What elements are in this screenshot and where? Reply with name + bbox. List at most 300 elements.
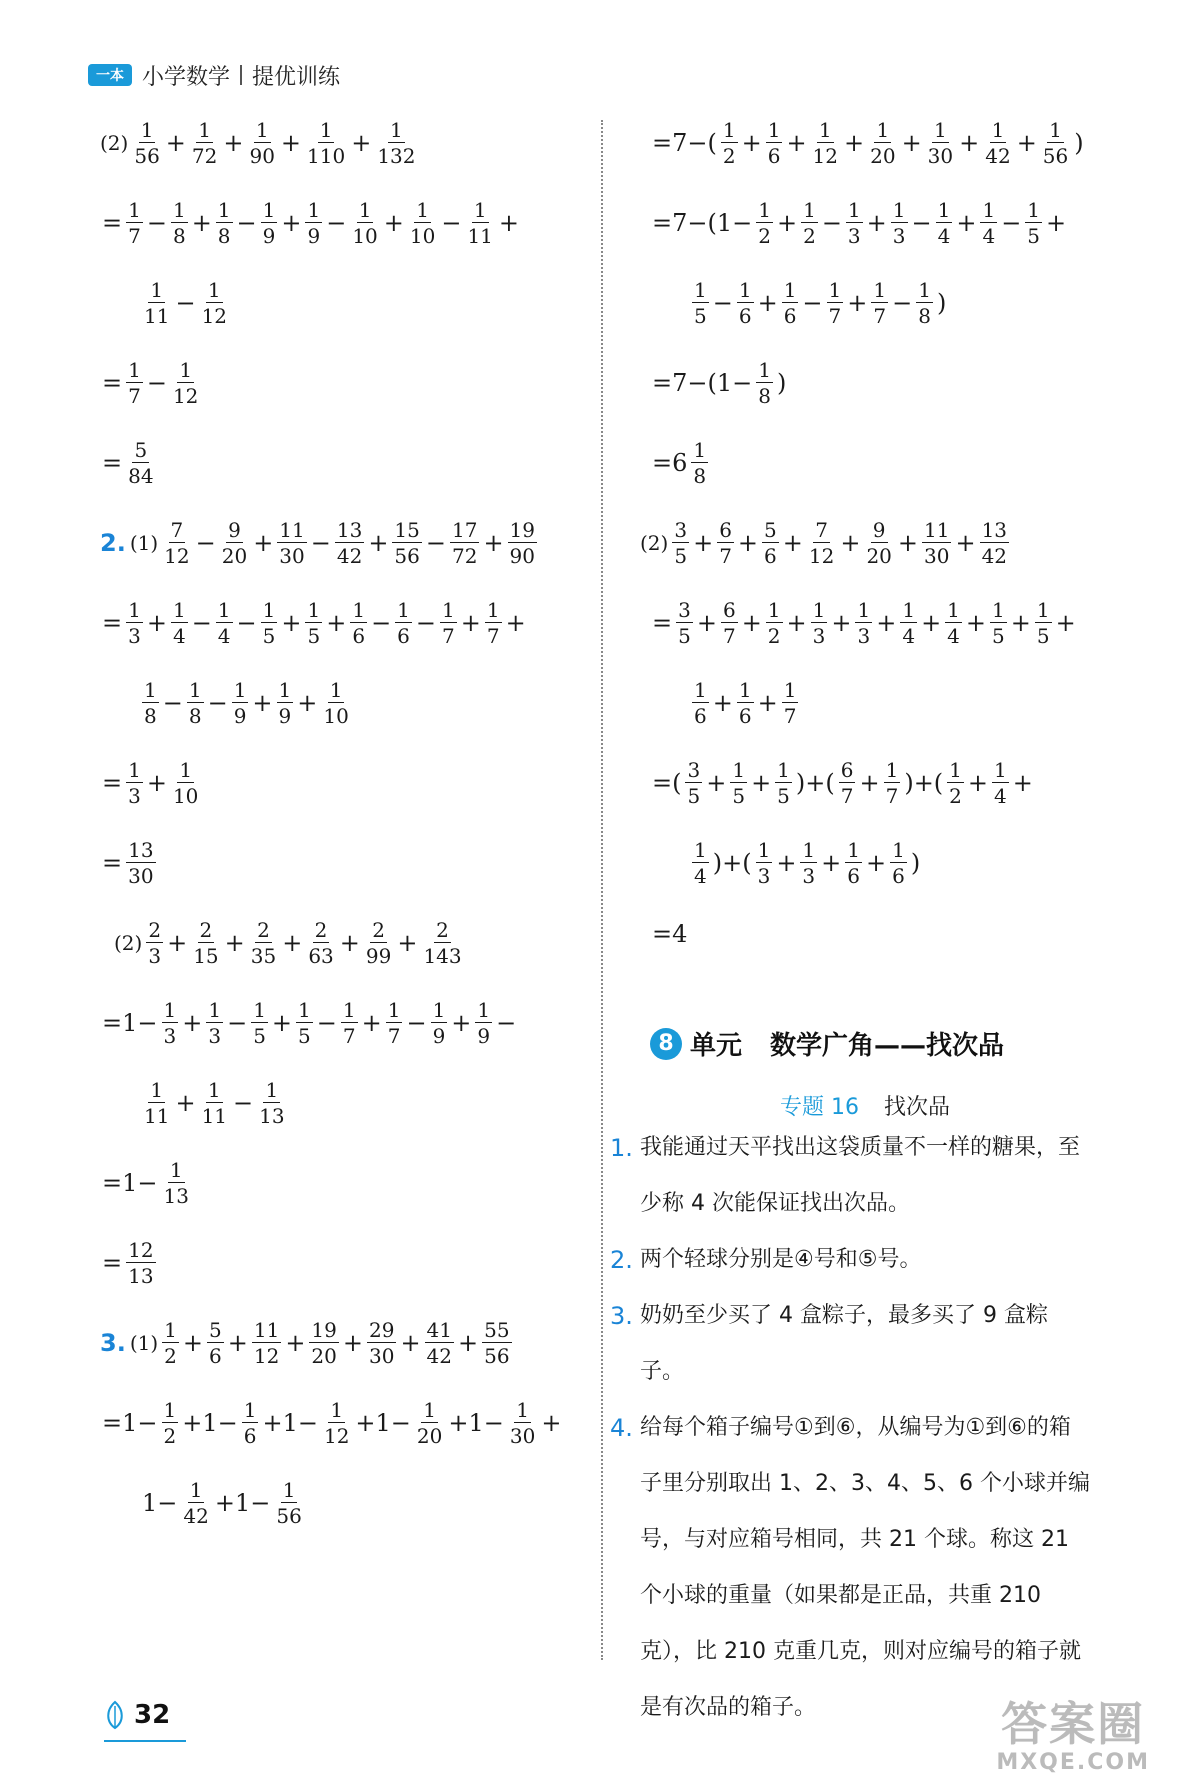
denominator: 8 bbox=[758, 384, 771, 408]
fraction bbox=[364, 920, 393, 966]
operator: + bbox=[696, 609, 717, 637]
denominator: 11 bbox=[144, 1104, 170, 1128]
denominator: 8 bbox=[172, 224, 186, 248]
operator: + bbox=[741, 609, 762, 637]
answer-list bbox=[610, 1120, 1120, 1736]
numerator: 1 bbox=[278, 678, 292, 702]
fraction bbox=[261, 600, 278, 646]
numerator: 1 bbox=[828, 278, 842, 302]
numerator: 1 bbox=[982, 198, 996, 222]
denominator: 7 bbox=[840, 784, 854, 808]
operator: − bbox=[310, 529, 331, 557]
fraction bbox=[126, 440, 155, 486]
numerator: 1 bbox=[298, 998, 311, 1022]
operator: + bbox=[897, 529, 918, 557]
denominator: 84 bbox=[128, 464, 154, 488]
denominator: 3 bbox=[163, 1024, 177, 1048]
fraction bbox=[392, 520, 421, 566]
operator: + bbox=[351, 129, 372, 157]
denominator: 5 bbox=[687, 784, 701, 808]
operator: + bbox=[737, 529, 759, 557]
numerator: 1 bbox=[163, 1398, 177, 1422]
sub-question-label: (1) bbox=[129, 1331, 159, 1355]
fraction bbox=[980, 520, 1009, 566]
denominator: 11 bbox=[201, 1104, 228, 1128]
numerator: 1 bbox=[179, 758, 193, 782]
numerator: 9 bbox=[228, 518, 241, 542]
denominator: 56 bbox=[484, 1344, 510, 1368]
numerator: 3 bbox=[678, 598, 691, 622]
operator: + bbox=[361, 1009, 382, 1037]
topic-title: 找次品 bbox=[884, 1095, 951, 1120]
numerator: 1 bbox=[473, 198, 487, 222]
denominator: 9 bbox=[477, 1024, 491, 1048]
fraction bbox=[200, 1080, 229, 1126]
operator: =6 bbox=[652, 449, 688, 477]
equation-line bbox=[650, 760, 1035, 806]
topic-heading bbox=[780, 1090, 950, 1121]
operator: + bbox=[844, 129, 865, 157]
fraction bbox=[508, 1400, 537, 1446]
numerator: 2 bbox=[148, 918, 162, 942]
numerator: 17 bbox=[451, 518, 478, 542]
denominator: 8 bbox=[144, 704, 157, 728]
answer-text: 我能通过天平找出这袋质量不一样的糖果，至少称 4 次能保证找出次品。 bbox=[640, 1135, 1081, 1216]
fraction bbox=[868, 120, 897, 166]
denominator: 99 bbox=[365, 944, 392, 968]
operator: + bbox=[368, 529, 389, 557]
denominator: 30 bbox=[927, 144, 954, 168]
denominator: 110 bbox=[307, 144, 346, 168]
denominator: 12 bbox=[812, 144, 838, 168]
denominator: 13 bbox=[128, 1264, 154, 1288]
operator: + bbox=[175, 1089, 196, 1117]
denominator: 4 bbox=[982, 224, 996, 248]
fraction bbox=[249, 920, 278, 966]
denominator: 42 bbox=[981, 544, 1008, 568]
numerator: 1 bbox=[329, 678, 343, 702]
numerator: 1 bbox=[694, 678, 707, 702]
fraction bbox=[692, 680, 709, 726]
operator: =7−(1− bbox=[652, 369, 753, 397]
operator: + bbox=[876, 609, 897, 637]
denominator: 7 bbox=[342, 1024, 356, 1048]
denominator: 9 bbox=[262, 224, 276, 248]
denominator: 72 bbox=[191, 144, 218, 168]
denominator: 11 bbox=[467, 224, 493, 248]
denominator: 56 bbox=[276, 1504, 302, 1528]
fraction bbox=[508, 520, 537, 566]
operator: + bbox=[776, 209, 798, 237]
fraction bbox=[251, 1000, 268, 1046]
denominator: 2 bbox=[767, 624, 781, 648]
operator: + bbox=[458, 1329, 479, 1357]
operator: − bbox=[162, 689, 183, 717]
numerator: 55 bbox=[484, 1318, 510, 1342]
numerator: 13 bbox=[981, 518, 1008, 542]
equation-line bbox=[100, 520, 539, 566]
fraction bbox=[350, 600, 367, 646]
operator: = bbox=[102, 209, 123, 237]
denominator: 3 bbox=[857, 624, 871, 648]
numerator: 1 bbox=[358, 198, 372, 222]
operator: +1− bbox=[355, 1409, 411, 1437]
fraction bbox=[482, 1320, 511, 1366]
fraction bbox=[983, 120, 1012, 166]
numerator: 1 bbox=[937, 198, 951, 222]
operator: ) bbox=[936, 289, 947, 317]
operator: + bbox=[400, 1329, 421, 1357]
operator: = bbox=[102, 609, 123, 637]
unit-heading bbox=[650, 1025, 1004, 1062]
operator: + bbox=[959, 129, 980, 157]
numerator: 1 bbox=[342, 998, 356, 1022]
fraction bbox=[142, 280, 171, 326]
fraction bbox=[171, 600, 188, 646]
fraction bbox=[782, 280, 799, 326]
fraction bbox=[309, 1320, 338, 1366]
operator: − bbox=[911, 209, 932, 237]
numerator: 1 bbox=[390, 118, 403, 142]
numerator: 1 bbox=[319, 118, 333, 142]
operator: + bbox=[757, 289, 778, 317]
fraction bbox=[335, 520, 364, 566]
operator: +1− bbox=[262, 1409, 318, 1437]
fraction bbox=[721, 120, 738, 166]
fraction bbox=[305, 120, 347, 166]
operator: − bbox=[236, 609, 257, 637]
fraction bbox=[162, 1320, 179, 1366]
fraction bbox=[721, 600, 738, 646]
numerator: 1 bbox=[253, 998, 266, 1022]
numerator: 1 bbox=[169, 1158, 183, 1182]
operator: − bbox=[425, 529, 446, 557]
numerator: 1 bbox=[758, 358, 771, 382]
numerator: 1 bbox=[783, 278, 797, 302]
denominator: 56 bbox=[394, 544, 420, 568]
fraction bbox=[450, 520, 479, 566]
numerator: 1 bbox=[486, 598, 500, 622]
fraction bbox=[216, 200, 233, 246]
fraction bbox=[766, 120, 783, 166]
operator: =1− bbox=[102, 1009, 158, 1037]
numerator: 1 bbox=[307, 598, 321, 622]
equation-line bbox=[650, 200, 1068, 246]
denominator: 63 bbox=[308, 944, 334, 968]
operator: +1− bbox=[214, 1489, 271, 1517]
fraction bbox=[440, 600, 457, 646]
denominator: 30 bbox=[924, 544, 950, 568]
operator: − bbox=[1001, 209, 1022, 237]
denominator: 12 bbox=[808, 544, 835, 568]
denominator: 42 bbox=[426, 1344, 452, 1368]
numerator: 6 bbox=[722, 598, 736, 622]
numerator: 1 bbox=[442, 598, 455, 622]
numerator: 1 bbox=[207, 1078, 221, 1102]
denominator: 7 bbox=[486, 624, 500, 648]
denominator: 3 bbox=[847, 224, 861, 248]
equation-line bbox=[100, 760, 202, 806]
denominator: 2 bbox=[164, 1344, 177, 1368]
numerator: 1 bbox=[918, 278, 931, 302]
denominator: 6 bbox=[767, 144, 781, 168]
fraction bbox=[926, 120, 955, 166]
numerator: 1 bbox=[803, 198, 816, 222]
fraction bbox=[766, 600, 783, 646]
denominator: 15 bbox=[193, 944, 219, 968]
equation-line bbox=[100, 1240, 158, 1286]
denominator: 12 bbox=[323, 1424, 350, 1448]
fraction bbox=[220, 520, 249, 566]
page-header bbox=[88, 58, 340, 92]
operator: + bbox=[326, 609, 347, 637]
numerator: 1 bbox=[282, 1478, 296, 1502]
numerator: 1 bbox=[144, 678, 157, 702]
numerator: 11 bbox=[924, 518, 950, 542]
operator: − bbox=[146, 369, 167, 397]
fraction bbox=[162, 1400, 179, 1446]
denominator: 4 bbox=[172, 624, 186, 648]
fraction bbox=[207, 1320, 224, 1366]
fraction bbox=[685, 760, 702, 806]
fraction bbox=[181, 1480, 210, 1526]
denominator: 7 bbox=[128, 224, 141, 248]
numerator: 1 bbox=[330, 1398, 344, 1422]
numerator: 1 bbox=[432, 998, 446, 1022]
fraction bbox=[277, 520, 306, 566]
fraction bbox=[936, 200, 953, 246]
denominator: 2 bbox=[758, 224, 771, 248]
denominator: 5 bbox=[732, 784, 746, 808]
numerator: 1 bbox=[198, 118, 211, 142]
unit-title: 数学广角——找次品 bbox=[770, 1031, 1005, 1061]
numerator: 1 bbox=[949, 758, 962, 782]
numerator: 1 bbox=[189, 1478, 203, 1502]
fraction bbox=[242, 1400, 259, 1446]
numerator: 2 bbox=[257, 918, 270, 942]
equation-line bbox=[650, 360, 788, 406]
fraction bbox=[171, 360, 200, 406]
denominator: 30 bbox=[368, 1344, 395, 1368]
numerator: 12 bbox=[128, 1238, 154, 1262]
operator: + bbox=[741, 129, 762, 157]
fraction bbox=[737, 280, 754, 326]
operator: + bbox=[342, 1329, 363, 1357]
fraction bbox=[321, 680, 350, 726]
numerator: 1 bbox=[885, 758, 899, 782]
fraction bbox=[162, 1000, 179, 1046]
unit-number-badge: 8 bbox=[650, 1028, 682, 1060]
denominator: 11 bbox=[144, 304, 170, 328]
numerator: 1 bbox=[1049, 118, 1062, 142]
fraction bbox=[408, 200, 437, 246]
numerator: 1 bbox=[352, 598, 366, 622]
numerator: 13 bbox=[128, 838, 154, 862]
fraction bbox=[827, 280, 844, 326]
numerator: 15 bbox=[394, 518, 420, 542]
numerator: 1 bbox=[265, 1078, 279, 1102]
operator: + bbox=[281, 609, 302, 637]
denominator: 4 bbox=[994, 784, 1007, 808]
fraction bbox=[891, 200, 908, 246]
operator: + bbox=[866, 849, 887, 877]
fraction bbox=[691, 440, 708, 486]
equation-line bbox=[140, 1080, 289, 1126]
answer-text: 奶奶至少买了 4 盒粽子，最多买了 9 盒粽子。 bbox=[640, 1303, 1048, 1384]
operator: − bbox=[406, 1009, 427, 1037]
operator: − bbox=[802, 289, 823, 317]
fraction bbox=[756, 840, 773, 886]
operator: − bbox=[892, 289, 913, 317]
fraction bbox=[367, 1320, 396, 1366]
operator: + bbox=[776, 849, 797, 877]
numerator: 1 bbox=[1027, 198, 1041, 222]
denominator: 20 bbox=[311, 1344, 337, 1368]
denominator: 8 bbox=[188, 704, 202, 728]
fraction bbox=[375, 120, 417, 166]
fraction bbox=[839, 760, 856, 806]
fraction bbox=[855, 600, 872, 646]
operator: + bbox=[967, 769, 989, 797]
denominator: 13 bbox=[163, 1184, 189, 1208]
denominator: 5 bbox=[1036, 624, 1050, 648]
numerator: 1 bbox=[217, 198, 231, 222]
numerator: 1 bbox=[902, 598, 916, 622]
equation-line bbox=[640, 520, 1011, 566]
denominator: 9 bbox=[432, 1024, 446, 1048]
operator: + bbox=[339, 929, 360, 957]
fraction bbox=[126, 840, 155, 886]
denominator: 56 bbox=[134, 144, 160, 168]
equation-line bbox=[100, 1320, 514, 1366]
fraction bbox=[386, 1000, 403, 1046]
sub-question-label: (2) bbox=[640, 531, 669, 555]
leaf-icon bbox=[104, 1700, 126, 1730]
denominator: 7 bbox=[719, 544, 732, 568]
fraction bbox=[395, 600, 412, 646]
fraction bbox=[782, 680, 799, 726]
equation-line bbox=[100, 1400, 563, 1446]
operator: + bbox=[956, 209, 977, 237]
fraction bbox=[126, 760, 143, 806]
fraction bbox=[1025, 200, 1042, 246]
equation-line bbox=[100, 200, 521, 246]
operator: + bbox=[786, 609, 807, 637]
numerator: 1 bbox=[262, 598, 276, 622]
operator: = bbox=[102, 769, 123, 797]
fraction bbox=[800, 840, 817, 886]
fraction bbox=[162, 520, 191, 566]
operator: − bbox=[233, 1089, 254, 1117]
denominator: 4 bbox=[694, 864, 707, 888]
fraction bbox=[216, 600, 233, 646]
operator: + bbox=[782, 529, 803, 557]
operator: = bbox=[102, 369, 123, 397]
denominator: 42 bbox=[336, 544, 363, 568]
operator: − bbox=[371, 609, 392, 637]
fraction bbox=[415, 1400, 444, 1446]
answer-item bbox=[610, 1288, 1090, 1400]
answer-item bbox=[610, 1232, 1090, 1288]
denominator: 30 bbox=[279, 544, 305, 568]
denominator: 132 bbox=[377, 144, 416, 168]
numerator: 2 bbox=[314, 918, 328, 942]
denominator: 3 bbox=[812, 624, 826, 648]
numerator: 1 bbox=[812, 598, 826, 622]
operator: = bbox=[102, 1249, 123, 1277]
fraction bbox=[947, 760, 964, 806]
numerator: 13 bbox=[336, 518, 363, 542]
fraction bbox=[676, 600, 693, 646]
numerator: 1 bbox=[140, 118, 154, 142]
denominator: 2 bbox=[722, 144, 736, 168]
answer-text: 给每个箱子编号①到⑥，从编号为①到⑥的箱子里分别取出 1、2、3、4、5、6 个小球并编号，与对应箱号相同，共 21 个球。称这 21 个小球的重量（如果都是正品，共重 210 克），比 210 克重几克，则对应编号的箱子就是有次品的箱子。 bbox=[640, 1415, 1090, 1720]
denominator: 8 bbox=[693, 464, 707, 488]
page-footer bbox=[104, 1700, 170, 1730]
footer-underline bbox=[104, 1740, 186, 1742]
fraction bbox=[846, 200, 863, 246]
watermark bbox=[996, 1688, 1150, 1775]
denominator: 42 bbox=[985, 144, 1011, 168]
fraction bbox=[306, 920, 335, 966]
fraction bbox=[162, 1160, 191, 1206]
operator: − bbox=[207, 689, 228, 717]
operator: + bbox=[285, 1329, 306, 1357]
denominator: 7 bbox=[828, 304, 842, 328]
fraction bbox=[801, 200, 818, 246]
fraction bbox=[485, 600, 502, 646]
numerator: 1 bbox=[758, 198, 771, 222]
operator: + bbox=[1012, 769, 1033, 797]
fraction bbox=[126, 1240, 155, 1286]
denominator: 6 bbox=[738, 704, 752, 728]
denominator: 12 bbox=[172, 384, 199, 408]
numerator: 1 bbox=[208, 998, 222, 1022]
operator: − bbox=[316, 1009, 337, 1037]
operator: +1− bbox=[448, 1409, 504, 1437]
fraction bbox=[672, 520, 689, 566]
question-number: 2. bbox=[100, 529, 126, 557]
denominator: 5 bbox=[992, 624, 1005, 648]
numerator: 1 bbox=[847, 838, 860, 862]
denominator: 6 bbox=[209, 1344, 222, 1368]
fraction bbox=[322, 1400, 351, 1446]
operator: =7−(1− bbox=[652, 209, 753, 237]
numerator: 1 bbox=[818, 118, 832, 142]
operator: − bbox=[441, 209, 462, 237]
denominator: 20 bbox=[866, 544, 892, 568]
equation-line bbox=[690, 840, 922, 886]
equation-line bbox=[100, 1160, 193, 1206]
numerator: 1 bbox=[873, 278, 887, 302]
fraction bbox=[171, 760, 200, 806]
header-separator bbox=[240, 65, 242, 85]
denominator: 3 bbox=[148, 944, 162, 968]
fraction bbox=[142, 1080, 171, 1126]
brand-logo: 一本 bbox=[88, 64, 132, 86]
operator: + bbox=[191, 209, 212, 237]
denominator: 4 bbox=[947, 624, 960, 648]
numerator: 19 bbox=[509, 518, 535, 542]
operator: + bbox=[831, 609, 852, 637]
fraction bbox=[261, 200, 278, 246]
numerator: 2 bbox=[372, 918, 385, 942]
operator: + bbox=[693, 529, 714, 557]
operator: + bbox=[146, 769, 167, 797]
numerator: 1 bbox=[738, 278, 752, 302]
watermark-url: MXQE.COM bbox=[996, 1750, 1150, 1775]
numerator: 9 bbox=[872, 518, 886, 542]
